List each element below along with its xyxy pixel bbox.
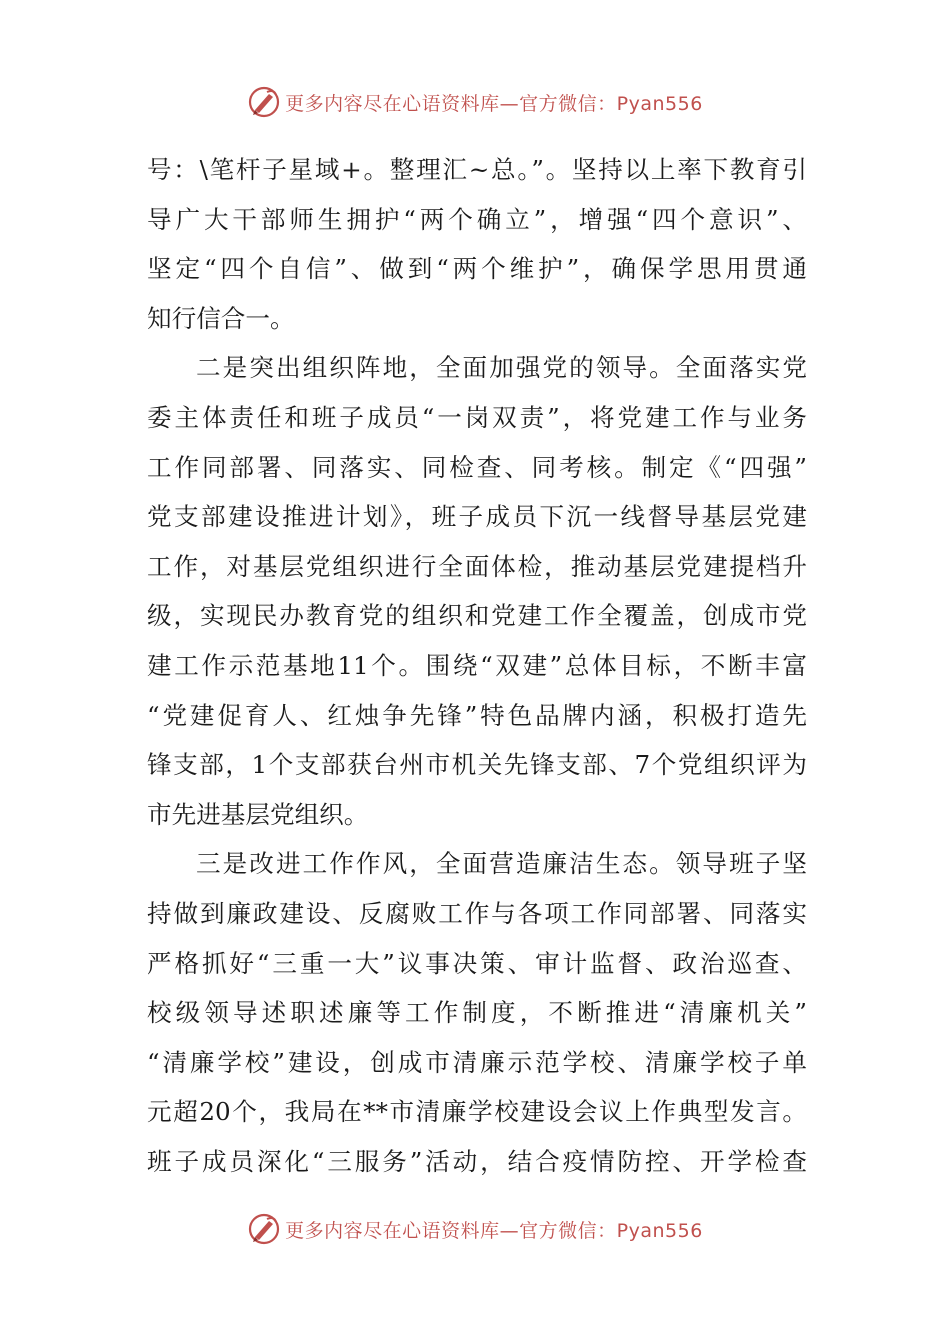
text-line: 坚定“四个自信”、做到“两个维护”，确保学思用贯通 [147, 254, 807, 284]
footer-banner [0, 1209, 950, 1249]
text-line: 知行信合一。 [147, 303, 295, 333]
document-body [147, 145, 807, 1186]
text-line: “清廉学校”建设，创成市清廉示范学校、清廉学校子单 [147, 1047, 807, 1077]
text-line: 元超20个，我局在**市清廉学校建设会议上作典型发言。 [147, 1097, 807, 1127]
banner-text: 更多内容尽在心语资料库—官方微信：Pyan556 [285, 92, 703, 115]
text-line: 严格抓好“三重一大”议事决策、审计监督、政治巡查、 [147, 948, 807, 978]
banner-text: 更多内容尽在心语资料库—官方微信：Pyan556 [285, 1219, 703, 1242]
paragraph-start-line: 二是突出组织阵地，全面加强党的领导。全面落实党 [196, 353, 807, 383]
text-line: 导广大干部师生拥护“两个确立”，增强“四个意识”、 [147, 204, 807, 234]
text-line: 工作，对基层党组织进行全面体检，推动基层党建提档升 [147, 551, 807, 581]
text-line: 班子成员深化“三服务”活动，结合疫情防控、开学检查 [147, 1146, 807, 1176]
text-line: 委主体责任和班子成员“一岗双责”，将党建工作与业务 [147, 402, 807, 432]
text-line: 锋支部，1个支部获台州市机关先锋支部、7个党组织评为 [147, 750, 807, 780]
pen-logo-icon [247, 1212, 281, 1246]
pen-logo-icon [247, 85, 281, 119]
text-line: “党建促育人、红烛争先锋”特色品牌内涵，积极打造先 [147, 700, 807, 730]
text-line: 建工作示范基地11个。围绕“双建”总体目标，不断丰富 [147, 650, 807, 680]
text-line: 工作同部署、同落实、同检查、同考核。制定《“四强” [147, 452, 807, 482]
text-line: 市先进基层党组织。 [147, 799, 369, 829]
text-line: 持做到廉政建设、反腐败工作与各项工作同部署、同落实 [147, 898, 807, 928]
header-banner [0, 82, 950, 122]
text-line: 级，实现民办教育党的组织和党建工作全覆盖，创成市党 [147, 601, 807, 631]
paragraph-start-line: 三是改进工作作风，全面营造廉洁生态。领导班子坚 [196, 849, 807, 879]
text-line: 校级领导述职述廉等工作制度，不断推进“清廉机关” [147, 998, 807, 1028]
text-line: 党支部建设推进计划》，班子成员下沉一线督导基层党建 [147, 502, 807, 532]
text-line: 号：\笔杆子星域+。整理汇~总。”。坚持以上率下教育引 [147, 155, 807, 184]
